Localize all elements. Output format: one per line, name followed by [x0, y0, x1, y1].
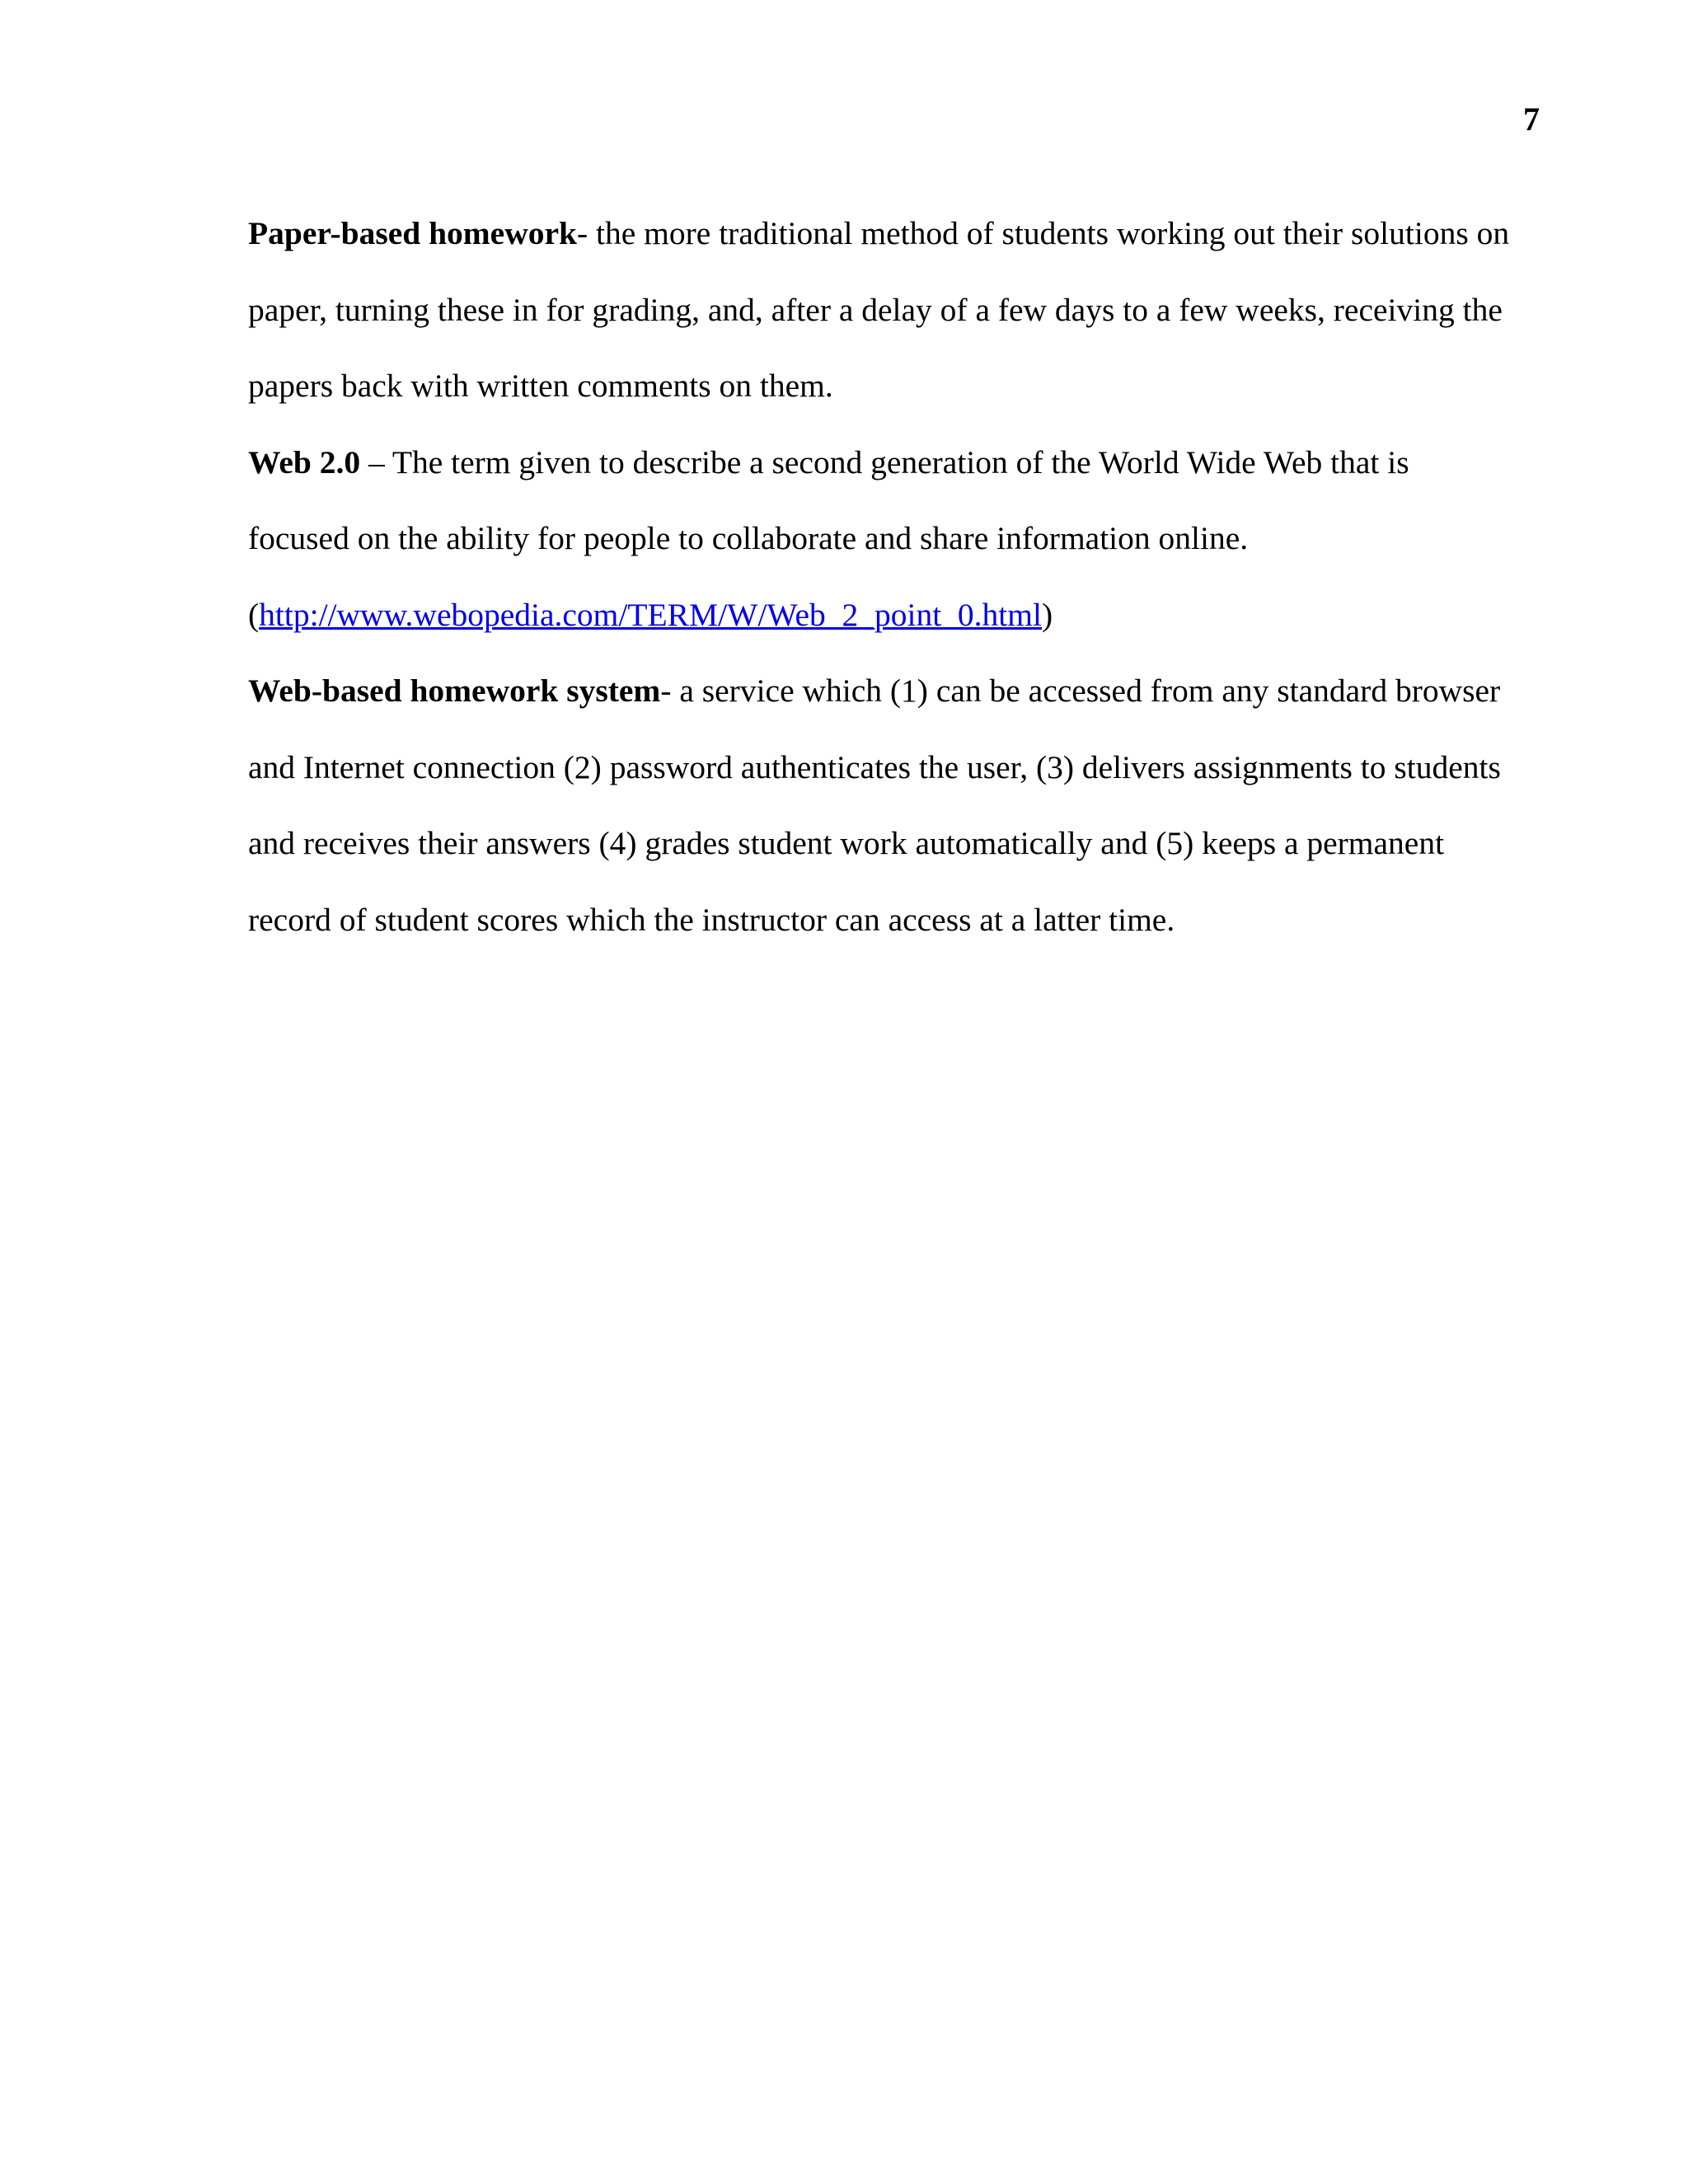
definition-line: and Internet connection (2) password authenticates the user, (3) delivers assignments to students [248, 748, 1501, 785]
definition-line: and receives their answers (4) grades student work automatically and (5) keeps a permanent [248, 825, 1445, 861]
definition-text: - a service which (1) can be accessed from any standard browser [660, 673, 1501, 709]
definition-line: paper, turning these in for grading, and, after a delay of a few days to a few weeks, receiving the [248, 291, 1503, 328]
definition-line: focused on the ability for people to collaborate and share information online. [248, 520, 1249, 556]
definition-line: papers back with written comments on them. [248, 368, 833, 404]
webopedia-link[interactable]: http://www.webopedia.com/TERM/W/Web_2_point_0.html [259, 596, 1042, 633]
glossary-term: Web 2.0 [248, 443, 361, 480]
definition-text: – The term given to describe a second generation of the World Wide Web that is [360, 443, 1409, 480]
glossary-term: Web-based homework system [248, 673, 661, 709]
glossary-entry-paper-based-homework [248, 195, 1542, 424]
close-paren: ) [1041, 596, 1053, 633]
page-number: 7 [1523, 101, 1540, 138]
definition-line [248, 424, 1542, 501]
open-paren: ( [248, 596, 260, 633]
definition-text: - the more traditional method of students working out their solutions on [577, 215, 1510, 251]
source-citation [248, 577, 1542, 654]
glossary-entry-web-based-homework-system [248, 653, 1542, 958]
definition-line [248, 653, 1542, 729]
definition-line: record of student scores which the instructor can access at a latter time. [248, 901, 1175, 938]
definition-line [248, 195, 1542, 272]
glossary-term: Paper-based homework [248, 215, 577, 251]
glossary-entry-web-2-0 [248, 424, 1542, 654]
glossary-content [248, 195, 1542, 958]
